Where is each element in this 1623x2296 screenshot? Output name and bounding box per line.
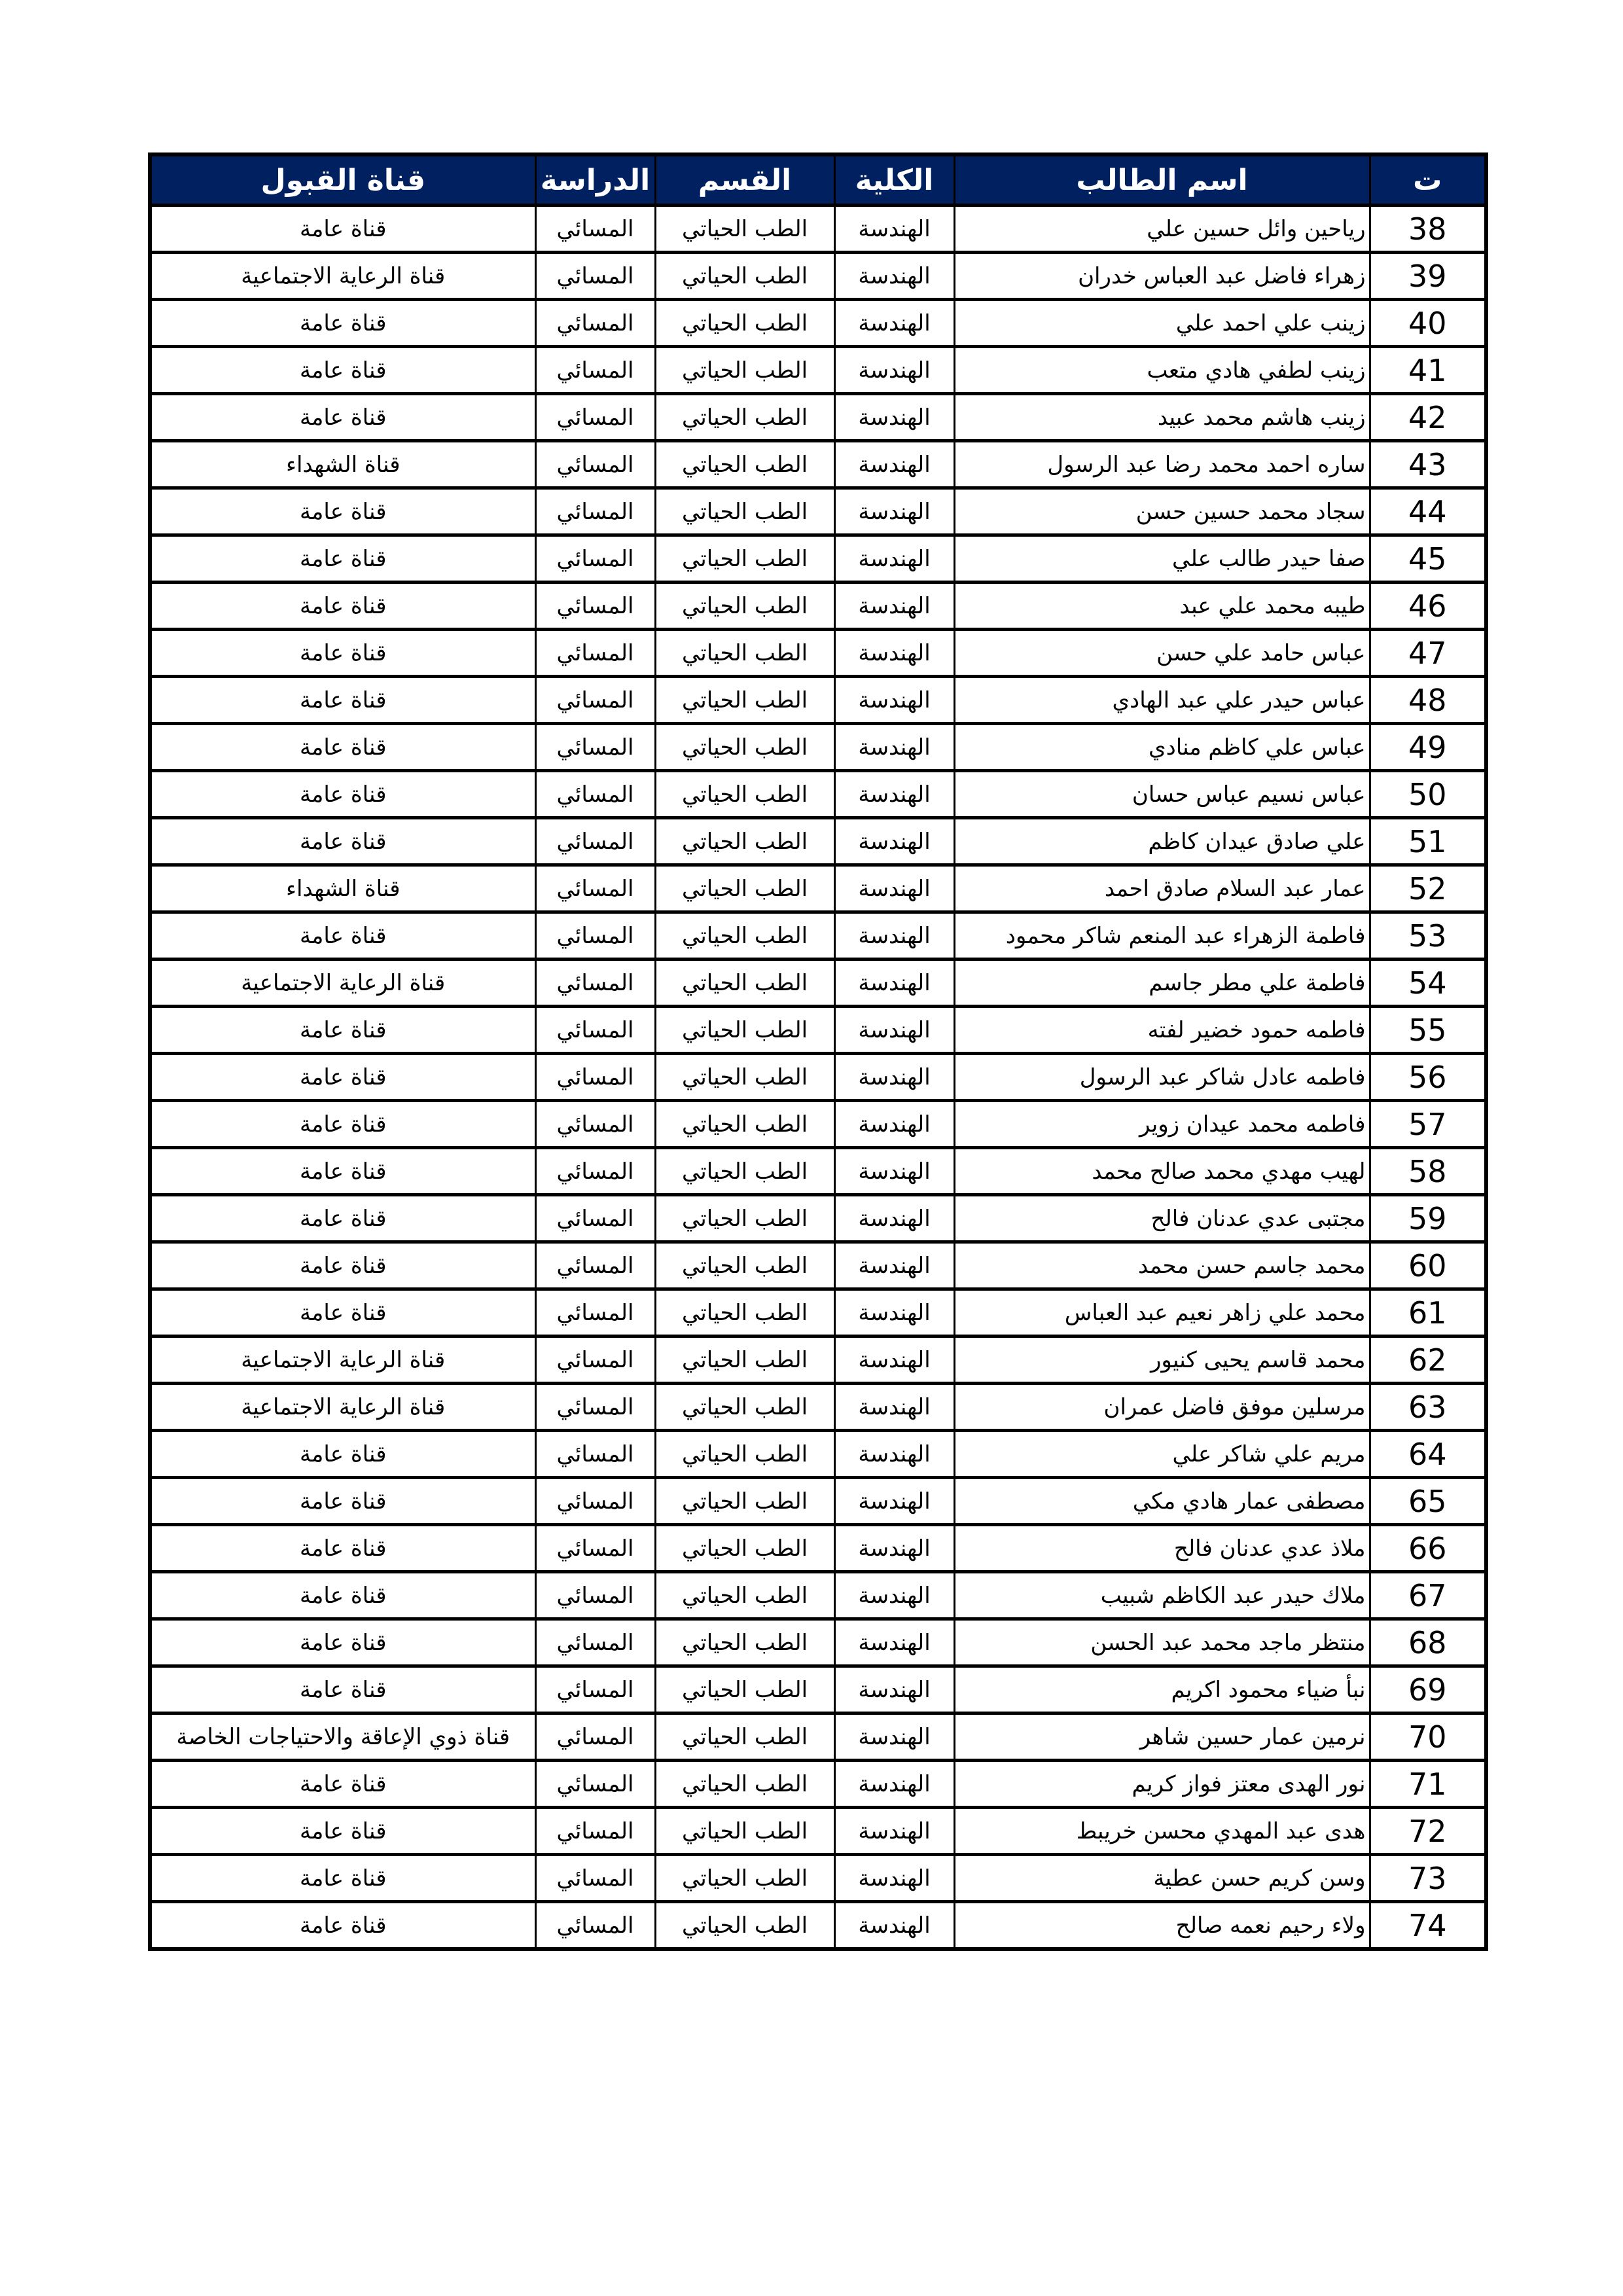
table-row [150, 771, 1486, 818]
header-index: ت [1370, 154, 1486, 206]
cell-department: الطب الحياتي [655, 960, 834, 1007]
cell-department: الطب الحياتي [655, 1761, 834, 1808]
cell-department: الطب الحياتي [655, 583, 834, 630]
cell-index: 49 [1370, 724, 1486, 771]
cell-name: نرمين عمار حسين شاهر [954, 1713, 1370, 1761]
table-header-row [150, 154, 1486, 206]
cell-name: صفا حيدر طالب علي [954, 535, 1370, 583]
cell-name: لهيب مهدي محمد صالح محمد [954, 1148, 1370, 1195]
cell-channel: قناة ذوي الإعاقة والاحتياجات الخاصة [150, 1713, 535, 1761]
cell-college: الهندسة [834, 1289, 954, 1336]
cell-department: الطب الحياتي [655, 677, 834, 724]
cell-study: المسائي [535, 300, 655, 347]
cell-index: 39 [1370, 253, 1486, 300]
cell-name: ملاك حيدر عبد الكاظم شبيب [954, 1572, 1370, 1619]
cell-department: الطب الحياتي [655, 1525, 834, 1572]
cell-channel: قناة عامة [150, 1242, 535, 1289]
cell-channel: قناة عامة [150, 1572, 535, 1619]
cell-channel: قناة عامة [150, 1525, 535, 1572]
table-header [150, 154, 1486, 206]
cell-college: الهندسة [834, 1902, 954, 1950]
cell-study: المسائي [535, 865, 655, 912]
cell-department: الطب الحياتي [655, 1054, 834, 1101]
cell-channel: قناة الرعاية الاجتماعية [150, 253, 535, 300]
cell-name: مرسلين موفق فاضل عمران [954, 1384, 1370, 1431]
cell-channel: قناة عامة [150, 1148, 535, 1195]
cell-index: 42 [1370, 394, 1486, 441]
cell-index: 74 [1370, 1902, 1486, 1950]
cell-college: الهندسة [834, 912, 954, 960]
cell-department: الطب الحياتي [655, 347, 834, 394]
cell-college: الهندسة [834, 347, 954, 394]
cell-channel: قناة عامة [150, 912, 535, 960]
cell-study: المسائي [535, 1431, 655, 1478]
cell-channel: قناة عامة [150, 1195, 535, 1242]
cell-study: المسائي [535, 771, 655, 818]
cell-college: الهندسة [834, 583, 954, 630]
cell-index: 52 [1370, 865, 1486, 912]
cell-name: عباس حيدر علي عبد الهادي [954, 677, 1370, 724]
cell-name: فاطمه محمد عيدان زوير [954, 1101, 1370, 1148]
cell-department: الطب الحياتي [655, 1336, 834, 1384]
cell-college: الهندسة [834, 1101, 954, 1148]
cell-study: المسائي [535, 1007, 655, 1054]
cell-study: المسائي [535, 630, 655, 677]
cell-study: المسائي [535, 253, 655, 300]
table-row [150, 253, 1486, 300]
cell-department: الطب الحياتي [655, 818, 834, 865]
cell-college: الهندسة [834, 1619, 954, 1666]
table-row [150, 206, 1486, 253]
cell-department: الطب الحياتي [655, 394, 834, 441]
table-row [150, 912, 1486, 960]
cell-channel: قناة الرعاية الاجتماعية [150, 1336, 535, 1384]
table-row [150, 1619, 1486, 1666]
cell-index: 45 [1370, 535, 1486, 583]
table-row [150, 1761, 1486, 1808]
cell-name: زهراء فاضل عبد العباس خدران [954, 253, 1370, 300]
table-row [150, 1478, 1486, 1525]
students-table-body [150, 206, 1486, 1950]
cell-index: 40 [1370, 300, 1486, 347]
cell-college: الهندسة [834, 1336, 954, 1384]
cell-study: المسائي [535, 818, 655, 865]
table-row [150, 1525, 1486, 1572]
header-name: اسم الطالب [954, 154, 1370, 206]
cell-name: مجتبى عدي عدنان فالح [954, 1195, 1370, 1242]
cell-college: الهندسة [834, 818, 954, 865]
table-row [150, 1148, 1486, 1195]
cell-channel: قناة الرعاية الاجتماعية [150, 1384, 535, 1431]
cell-index: 72 [1370, 1808, 1486, 1855]
cell-college: الهندسة [834, 394, 954, 441]
table-row [150, 1808, 1486, 1855]
cell-study: المسائي [535, 724, 655, 771]
cell-department: الطب الحياتي [655, 1148, 834, 1195]
cell-name: سجاد محمد حسين حسن [954, 488, 1370, 535]
cell-index: 41 [1370, 347, 1486, 394]
cell-channel: قناة عامة [150, 818, 535, 865]
cell-channel: قناة عامة [150, 677, 535, 724]
cell-name: محمد جاسم حسن محمد [954, 1242, 1370, 1289]
cell-channel: قناة الشهداء [150, 441, 535, 488]
table-row [150, 677, 1486, 724]
cell-study: المسائي [535, 677, 655, 724]
cell-department: الطب الحياتي [655, 912, 834, 960]
cell-college: الهندسة [834, 1478, 954, 1525]
cell-name: فاطمة الزهراء عبد المنعم شاكر محمود [954, 912, 1370, 960]
cell-study: المسائي [535, 488, 655, 535]
cell-department: الطب الحياتي [655, 535, 834, 583]
cell-name: مريم علي شاكر علي [954, 1431, 1370, 1478]
cell-college: الهندسة [834, 1195, 954, 1242]
cell-channel: قناة عامة [150, 771, 535, 818]
cell-study: المسائي [535, 1101, 655, 1148]
cell-name: عمار عبد السلام صادق احمد [954, 865, 1370, 912]
cell-name: رياحين وائل حسين علي [954, 206, 1370, 253]
cell-index: 71 [1370, 1761, 1486, 1808]
table-row [150, 1572, 1486, 1619]
table-row [150, 1101, 1486, 1148]
cell-college: الهندسة [834, 441, 954, 488]
cell-college: الهندسة [834, 677, 954, 724]
table-row [150, 1431, 1486, 1478]
cell-study: المسائي [535, 1666, 655, 1713]
table-row [150, 1289, 1486, 1336]
cell-index: 66 [1370, 1525, 1486, 1572]
cell-name: وسن كريم حسن عطية [954, 1855, 1370, 1902]
cell-college: الهندسة [834, 253, 954, 300]
cell-name: طيبه محمد علي عبد [954, 583, 1370, 630]
cell-index: 73 [1370, 1855, 1486, 1902]
cell-study: المسائي [535, 1384, 655, 1431]
cell-department: الطب الحياتي [655, 771, 834, 818]
cell-channel: قناة الرعاية الاجتماعية [150, 960, 535, 1007]
cell-name: زينب هاشم محمد عبيد [954, 394, 1370, 441]
header-study: الدراسة [535, 154, 655, 206]
cell-college: الهندسة [834, 1666, 954, 1713]
cell-index: 56 [1370, 1054, 1486, 1101]
cell-channel: قناة عامة [150, 535, 535, 583]
cell-study: المسائي [535, 1525, 655, 1572]
cell-name: زينب علي احمد علي [954, 300, 1370, 347]
cell-study: المسائي [535, 1572, 655, 1619]
cell-department: الطب الحياتي [655, 1619, 834, 1666]
cell-study: المسائي [535, 1336, 655, 1384]
cell-index: 59 [1370, 1195, 1486, 1242]
cell-department: الطب الحياتي [655, 1242, 834, 1289]
cell-department: الطب الحياتي [655, 1666, 834, 1713]
cell-channel: قناة عامة [150, 1666, 535, 1713]
cell-channel: قناة عامة [150, 583, 535, 630]
cell-department: الطب الحياتي [655, 488, 834, 535]
cell-index: 50 [1370, 771, 1486, 818]
cell-department: الطب الحياتي [655, 1007, 834, 1054]
cell-college: الهندسة [834, 1525, 954, 1572]
table-row [150, 1902, 1486, 1950]
cell-channel: قناة عامة [150, 1808, 535, 1855]
cell-channel: قناة عامة [150, 1054, 535, 1101]
cell-department: الطب الحياتي [655, 1478, 834, 1525]
cell-study: المسائي [535, 1195, 655, 1242]
table-row [150, 1242, 1486, 1289]
cell-name: عباس علي كاظم منادي [954, 724, 1370, 771]
cell-college: الهندسة [834, 865, 954, 912]
cell-study: المسائي [535, 1902, 655, 1950]
cell-department: الطب الحياتي [655, 1572, 834, 1619]
table-row [150, 1054, 1486, 1101]
cell-index: 70 [1370, 1713, 1486, 1761]
cell-index: 47 [1370, 630, 1486, 677]
cell-channel: قناة عامة [150, 1761, 535, 1808]
cell-department: الطب الحياتي [655, 206, 834, 253]
cell-name: ملاذ عدي عدنان فالح [954, 1525, 1370, 1572]
cell-name: ولاء رحيم نعمه صالح [954, 1902, 1370, 1950]
cell-study: المسائي [535, 1713, 655, 1761]
cell-index: 67 [1370, 1572, 1486, 1619]
cell-college: الهندسة [834, 206, 954, 253]
table-row [150, 488, 1486, 535]
table-row [150, 535, 1486, 583]
cell-name: عباس حامد علي حسن [954, 630, 1370, 677]
cell-department: الطب الحياتي [655, 1195, 834, 1242]
cell-channel: قناة عامة [150, 1619, 535, 1666]
cell-channel: قناة عامة [150, 206, 535, 253]
cell-college: الهندسة [834, 488, 954, 535]
cell-index: 53 [1370, 912, 1486, 960]
table-row [150, 1336, 1486, 1384]
cell-channel: قناة عامة [150, 724, 535, 771]
cell-name: هدى عبد المهدي محسن خريبط [954, 1808, 1370, 1855]
cell-college: الهندسة [834, 1808, 954, 1855]
cell-index: 46 [1370, 583, 1486, 630]
table-row [150, 1855, 1486, 1902]
cell-department: الطب الحياتي [655, 1713, 834, 1761]
cell-department: الطب الحياتي [655, 1289, 834, 1336]
cell-name: عباس نسيم عباس حسان [954, 771, 1370, 818]
table-row [150, 441, 1486, 488]
cell-index: 62 [1370, 1336, 1486, 1384]
cell-index: 63 [1370, 1384, 1486, 1431]
cell-department: الطب الحياتي [655, 1902, 834, 1950]
cell-index: 44 [1370, 488, 1486, 535]
cell-channel: قناة عامة [150, 1855, 535, 1902]
cell-department: الطب الحياتي [655, 724, 834, 771]
header-department: القسم [655, 154, 834, 206]
cell-study: المسائي [535, 1289, 655, 1336]
header-college: الكلية [834, 154, 954, 206]
cell-study: المسائي [535, 1148, 655, 1195]
cell-college: الهندسة [834, 300, 954, 347]
cell-college: الهندسة [834, 1054, 954, 1101]
cell-index: 69 [1370, 1666, 1486, 1713]
cell-index: 51 [1370, 818, 1486, 865]
cell-channel: قناة عامة [150, 1478, 535, 1525]
cell-college: الهندسة [834, 630, 954, 677]
table-row [150, 1666, 1486, 1713]
cell-college: الهندسة [834, 1384, 954, 1431]
table-row [150, 300, 1486, 347]
cell-name: فاطمة علي مطر جاسم [954, 960, 1370, 1007]
table-row [150, 1007, 1486, 1054]
cell-department: الطب الحياتي [655, 865, 834, 912]
cell-index: 64 [1370, 1431, 1486, 1478]
table-row [150, 1384, 1486, 1431]
cell-channel: قناة عامة [150, 488, 535, 535]
cell-department: الطب الحياتي [655, 300, 834, 347]
cell-college: الهندسة [834, 1713, 954, 1761]
cell-study: المسائي [535, 1242, 655, 1289]
cell-index: 48 [1370, 677, 1486, 724]
cell-channel: قناة عامة [150, 1007, 535, 1054]
cell-department: الطب الحياتي [655, 1855, 834, 1902]
cell-channel: قناة عامة [150, 630, 535, 677]
cell-channel: قناة عامة [150, 300, 535, 347]
table-row [150, 347, 1486, 394]
table-row [150, 818, 1486, 865]
cell-college: الهندسة [834, 1761, 954, 1808]
header-channel: قناة القبول [150, 154, 535, 206]
cell-department: الطب الحياتي [655, 1384, 834, 1431]
cell-department: الطب الحياتي [655, 630, 834, 677]
cell-department: الطب الحياتي [655, 1101, 834, 1148]
cell-department: الطب الحياتي [655, 1808, 834, 1855]
cell-study: المسائي [535, 206, 655, 253]
cell-study: المسائي [535, 1761, 655, 1808]
cell-name: نور الهدى معتز فواز كريم [954, 1761, 1370, 1808]
table-row [150, 1195, 1486, 1242]
cell-name: علي صادق عيدان كاظم [954, 818, 1370, 865]
cell-study: المسائي [535, 912, 655, 960]
cell-college: الهندسة [834, 724, 954, 771]
cell-index: 57 [1370, 1101, 1486, 1148]
cell-study: المسائي [535, 441, 655, 488]
cell-college: الهندسة [834, 1242, 954, 1289]
cell-study: المسائي [535, 583, 655, 630]
cell-name: زينب لطفي هادي متعب [954, 347, 1370, 394]
cell-index: 61 [1370, 1289, 1486, 1336]
cell-study: المسائي [535, 1619, 655, 1666]
cell-name: مصطفى عمار هادي مكي [954, 1478, 1370, 1525]
cell-college: الهندسة [834, 1007, 954, 1054]
table-row [150, 724, 1486, 771]
cell-study: المسائي [535, 1855, 655, 1902]
cell-name: منتظر ماجد محمد عبد الحسن [954, 1619, 1370, 1666]
cell-college: الهندسة [834, 1855, 954, 1902]
cell-college: الهندسة [834, 535, 954, 583]
cell-channel: قناة عامة [150, 1289, 535, 1336]
cell-channel: قناة عامة [150, 1431, 535, 1478]
cell-index: 60 [1370, 1242, 1486, 1289]
cell-study: المسائي [535, 347, 655, 394]
cell-name: ساره احمد محمد رضا عبد الرسول [954, 441, 1370, 488]
cell-name: فاطمه حمود خضير لفته [954, 1007, 1370, 1054]
cell-college: الهندسة [834, 1148, 954, 1195]
cell-department: الطب الحياتي [655, 441, 834, 488]
cell-department: الطب الحياتي [655, 253, 834, 300]
students-table [148, 152, 1488, 1951]
cell-study: المسائي [535, 1478, 655, 1525]
cell-index: 55 [1370, 1007, 1486, 1054]
cell-index: 38 [1370, 206, 1486, 253]
table-row [150, 583, 1486, 630]
cell-college: الهندسة [834, 1431, 954, 1478]
cell-index: 58 [1370, 1148, 1486, 1195]
table-row [150, 865, 1486, 912]
cell-study: المسائي [535, 1054, 655, 1101]
cell-name: نبأ ضياء محمود اكريم [954, 1666, 1370, 1713]
cell-department: الطب الحياتي [655, 1431, 834, 1478]
cell-index: 68 [1370, 1619, 1486, 1666]
cell-channel: قناة عامة [150, 347, 535, 394]
cell-college: الهندسة [834, 771, 954, 818]
table-row [150, 960, 1486, 1007]
cell-index: 54 [1370, 960, 1486, 1007]
cell-channel: قناة عامة [150, 1101, 535, 1148]
table-row [150, 1713, 1486, 1761]
cell-index: 43 [1370, 441, 1486, 488]
cell-name: محمد قاسم يحيى كنيور [954, 1336, 1370, 1384]
cell-study: المسائي [535, 394, 655, 441]
cell-channel: قناة عامة [150, 1902, 535, 1950]
cell-college: الهندسة [834, 1572, 954, 1619]
cell-name: فاطمه عادل شاكر عبد الرسول [954, 1054, 1370, 1101]
cell-study: المسائي [535, 1808, 655, 1855]
cell-study: المسائي [535, 960, 655, 1007]
cell-college: الهندسة [834, 960, 954, 1007]
cell-channel: قناة عامة [150, 394, 535, 441]
table-row [150, 630, 1486, 677]
cell-study: المسائي [535, 535, 655, 583]
table-row [150, 394, 1486, 441]
cell-index: 65 [1370, 1478, 1486, 1525]
cell-name: محمد علي زاهر نعيم عبد العباس [954, 1289, 1370, 1336]
cell-channel: قناة الشهداء [150, 865, 535, 912]
